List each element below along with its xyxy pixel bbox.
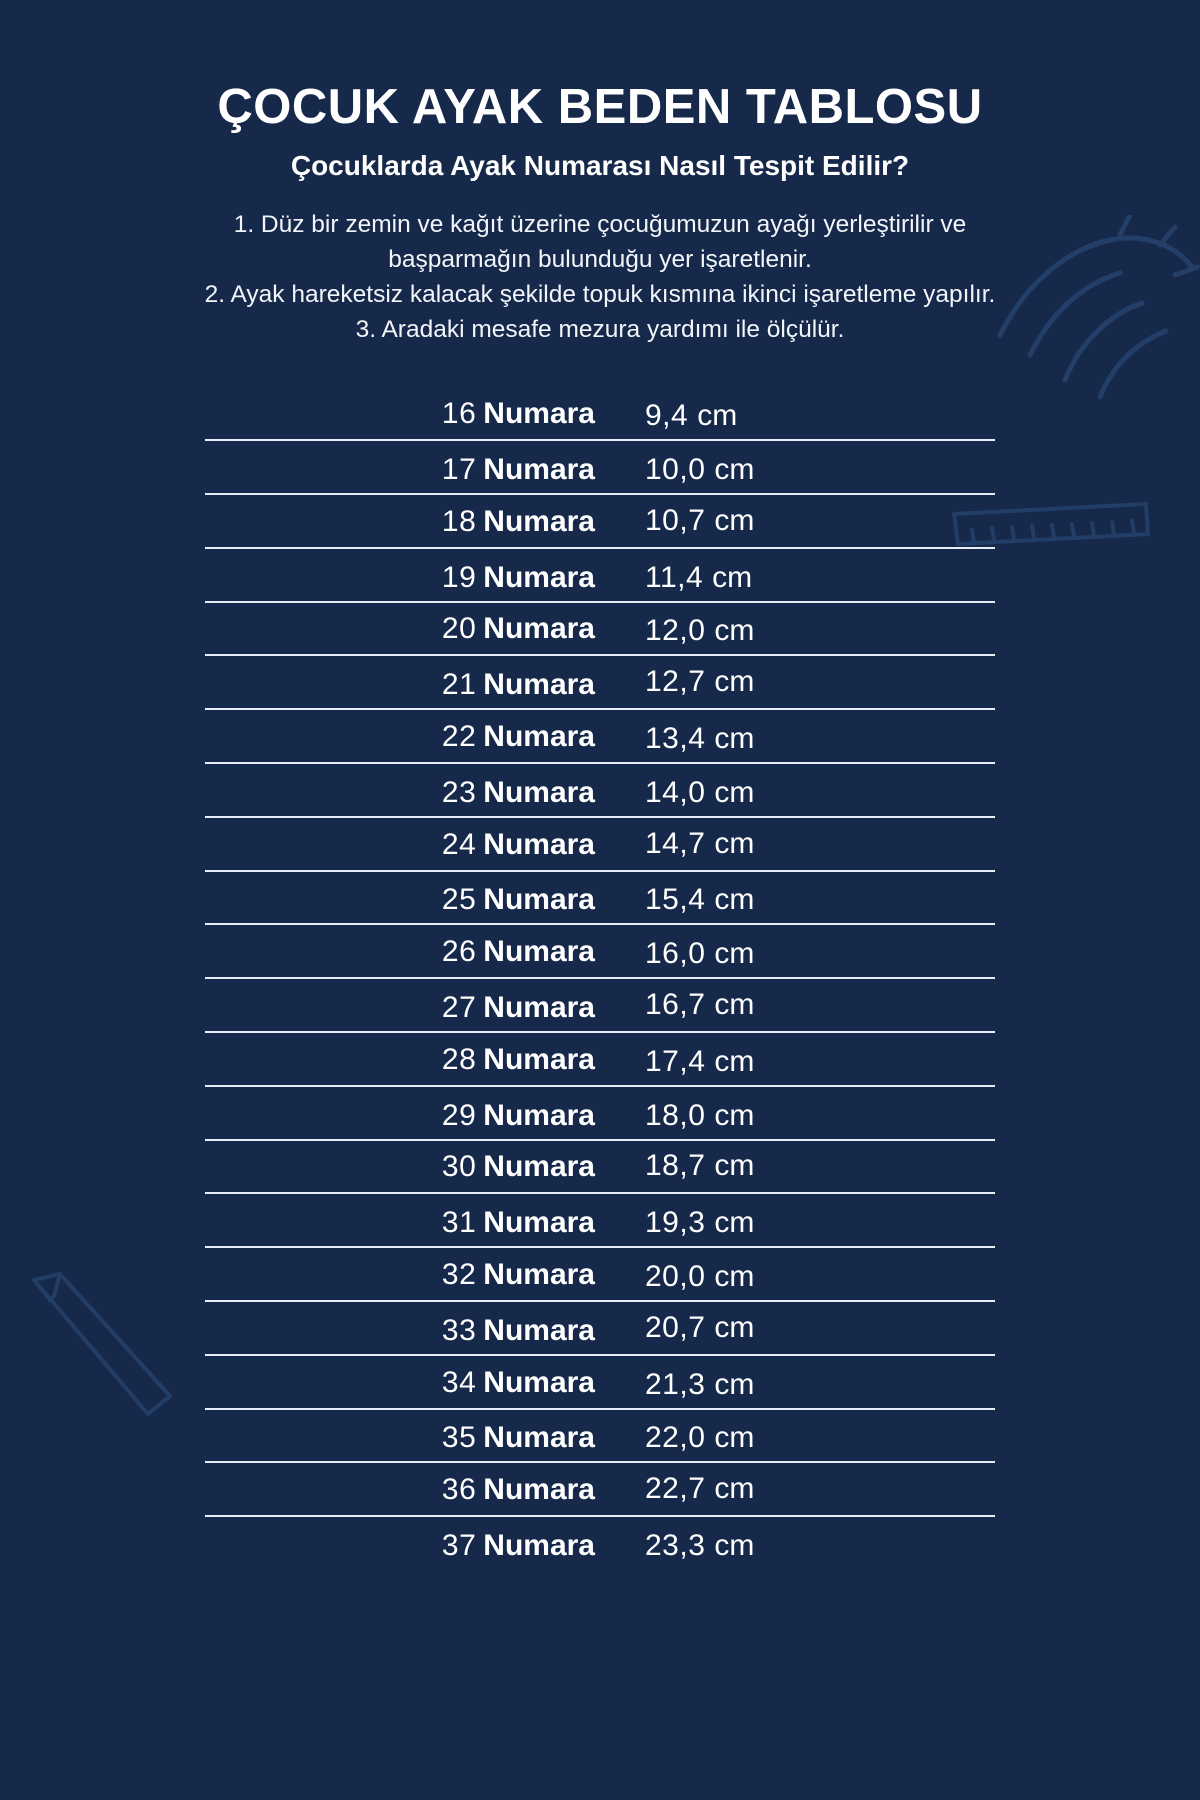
size-label [205,1099,595,1133]
size-value [645,1260,754,1294]
size-number: 37 [441,1528,477,1562]
size-value [645,561,752,595]
instruction-line: 3. Aradaki mesafe mezura yardımı ile ölçülür. [355,315,845,343]
table-row [205,549,995,603]
length-value: 12,0 [645,614,706,648]
size-value [645,504,754,538]
size-label [205,1529,595,1563]
size-word: Numara [483,612,595,646]
size-word: Numara [483,560,595,594]
size-number: 34 [441,1365,477,1399]
unit-label: cm [714,1206,755,1240]
size-label [205,1150,595,1184]
size-value [645,1368,754,1402]
length-value: 22,0 [645,1421,706,1455]
size-word: Numara [483,775,595,809]
size-value [645,776,754,810]
unit-label: cm [714,1310,755,1344]
length-value: 10,7 [645,503,706,537]
size-label [205,1366,595,1400]
size-number: 36 [441,1473,477,1507]
size-value [645,614,754,648]
page-subtitle: Çocuklarda Ayak Numarası Nasıl Tespit Edilir? [290,150,910,182]
size-value [645,1311,754,1345]
table-row [205,925,995,979]
table-row [205,710,995,764]
unit-label: cm [714,987,755,1021]
length-value: 20,7 [645,1310,706,1344]
size-word: Numara [483,1365,595,1399]
size-label [205,561,595,595]
table-row [205,1248,995,1302]
size-number: 29 [441,1098,477,1132]
unit-label: cm [714,1421,755,1455]
size-number: 25 [441,883,477,917]
size-value [645,722,754,756]
size-label [205,991,595,1025]
unit-label: cm [714,665,755,699]
length-value: 16,0 [645,937,706,971]
size-value [645,937,754,971]
table-row [205,1517,995,1569]
size-value [645,883,754,917]
size-value [645,1099,754,1133]
size-label [205,1473,595,1507]
length-value: 11,4 [645,560,704,594]
unit-label: cm [712,560,753,594]
unit-label: cm [714,614,755,648]
size-word: Numara [483,397,595,431]
size-number: 22 [441,719,477,753]
length-value: 13,4 [645,721,706,755]
size-word: Numara [483,452,595,486]
size-number: 24 [441,827,477,861]
size-label [205,776,595,810]
size-value [645,399,737,433]
table-row [205,1087,995,1141]
length-value: 12,7 [645,665,706,699]
size-value [645,453,754,487]
size-label [205,720,595,754]
size-number: 27 [441,990,477,1024]
size-value [645,1529,754,1563]
instruction-line: 2. Ayak hareketsiz kalacak şekilde topuk kısmına ikinci işaretleme yapılır. [204,280,996,308]
size-number: 35 [441,1421,477,1455]
unit-label: cm [714,721,755,755]
size-label [205,505,595,539]
size-word: Numara [483,1257,595,1291]
size-value [645,1149,754,1183]
size-value [645,988,754,1022]
table-row [205,818,995,872]
table-row [205,603,995,657]
table-row [205,1356,995,1410]
table-row [205,441,995,495]
unit-label: cm [714,1098,755,1132]
length-value: 14,0 [645,775,706,809]
size-word: Numara [483,719,595,753]
size-label [205,1043,595,1077]
size-word: Numara [483,883,595,917]
length-value: 22,7 [645,1472,706,1506]
size-number: 30 [441,1150,477,1184]
size-label [205,668,595,702]
size-number: 16 [441,397,477,431]
length-value: 21,3 [645,1367,706,1401]
length-value: 18,7 [645,1149,706,1183]
size-value [645,1045,754,1079]
table-row [205,656,995,710]
size-number: 32 [441,1257,477,1291]
size-label [205,883,595,917]
unit-label: cm [714,1149,755,1183]
size-label [205,1314,595,1348]
length-value: 16,7 [645,987,706,1021]
unit-label: cm [697,399,738,433]
size-number: 17 [441,452,477,486]
table-row [205,1194,995,1248]
size-label [205,1421,595,1455]
table-row [205,495,995,549]
unit-label: cm [714,1367,755,1401]
unit-label: cm [714,503,755,537]
table-row [205,1302,995,1356]
size-word: Numara [483,1042,595,1076]
size-word: Numara [483,504,595,538]
size-value [645,827,754,861]
size-word: Numara [483,1098,595,1132]
size-value [645,1421,754,1455]
unit-label: cm [714,1044,755,1078]
size-value [645,665,754,699]
size-word: Numara [483,668,595,702]
table-row [205,764,995,818]
size-number: 31 [441,1206,477,1240]
instruction-line: başparmağın bulunduğu yer işaretlenir. [388,246,812,274]
size-word: Numara [483,827,595,861]
size-label [205,1258,595,1292]
unit-label: cm [714,826,755,860]
size-word: Numara [483,1528,595,1562]
size-word: Numara [483,1313,595,1347]
page-title: ÇOCUK AYAK BEDEN TABLOSU [217,80,983,134]
size-label [205,1206,595,1240]
unit-label: cm [714,1528,755,1562]
size-number: 26 [441,935,477,969]
size-label [205,612,595,646]
unit-label: cm [714,883,755,917]
table-row [205,1033,995,1087]
size-number: 33 [441,1313,477,1347]
length-value: 17,4 [645,1044,706,1078]
unit-label: cm [714,1472,755,1506]
size-word: Numara [483,990,595,1024]
table-row [205,1410,995,1464]
unit-label: cm [714,1259,755,1293]
size-label [205,935,595,969]
size-table [205,387,995,1569]
size-number: 28 [441,1042,477,1076]
instruction-line: 1. Düz bir zemin ve kağıt üzerine çocuğumuzun ayağı yerleştirilir ve [233,211,967,239]
length-value: 19,3 [645,1206,706,1240]
table-row [205,1463,995,1517]
size-label [205,453,595,487]
size-number: 18 [441,504,477,538]
table-row [205,979,995,1033]
unit-label: cm [714,775,755,809]
length-value: 9,4 [645,399,689,433]
size-word: Numara [483,1150,595,1184]
table-row [205,1141,995,1195]
size-word: Numara [483,1421,595,1455]
unit-label: cm [714,937,755,971]
length-value: 18,0 [645,1098,706,1132]
length-value: 23,3 [645,1528,706,1562]
length-value: 10,0 [645,452,706,486]
size-word: Numara [483,1206,595,1240]
length-value: 14,7 [645,826,706,860]
size-label [205,828,595,862]
header [0,0,1200,182]
size-number: 21 [441,668,477,702]
size-value [645,1206,754,1240]
table-row [205,872,995,926]
size-label [205,397,595,431]
size-number: 20 [441,612,477,646]
instructions-block [55,208,1145,347]
size-value [645,1472,754,1506]
length-value: 15,4 [645,883,706,917]
size-number: 19 [441,560,477,594]
size-word: Numara [483,935,595,969]
unit-label: cm [714,452,755,486]
size-word: Numara [483,1473,595,1507]
length-value: 20,0 [645,1259,706,1293]
pencil-illustration [20,1270,190,1420]
table-row [205,387,995,441]
size-number: 23 [441,775,477,809]
